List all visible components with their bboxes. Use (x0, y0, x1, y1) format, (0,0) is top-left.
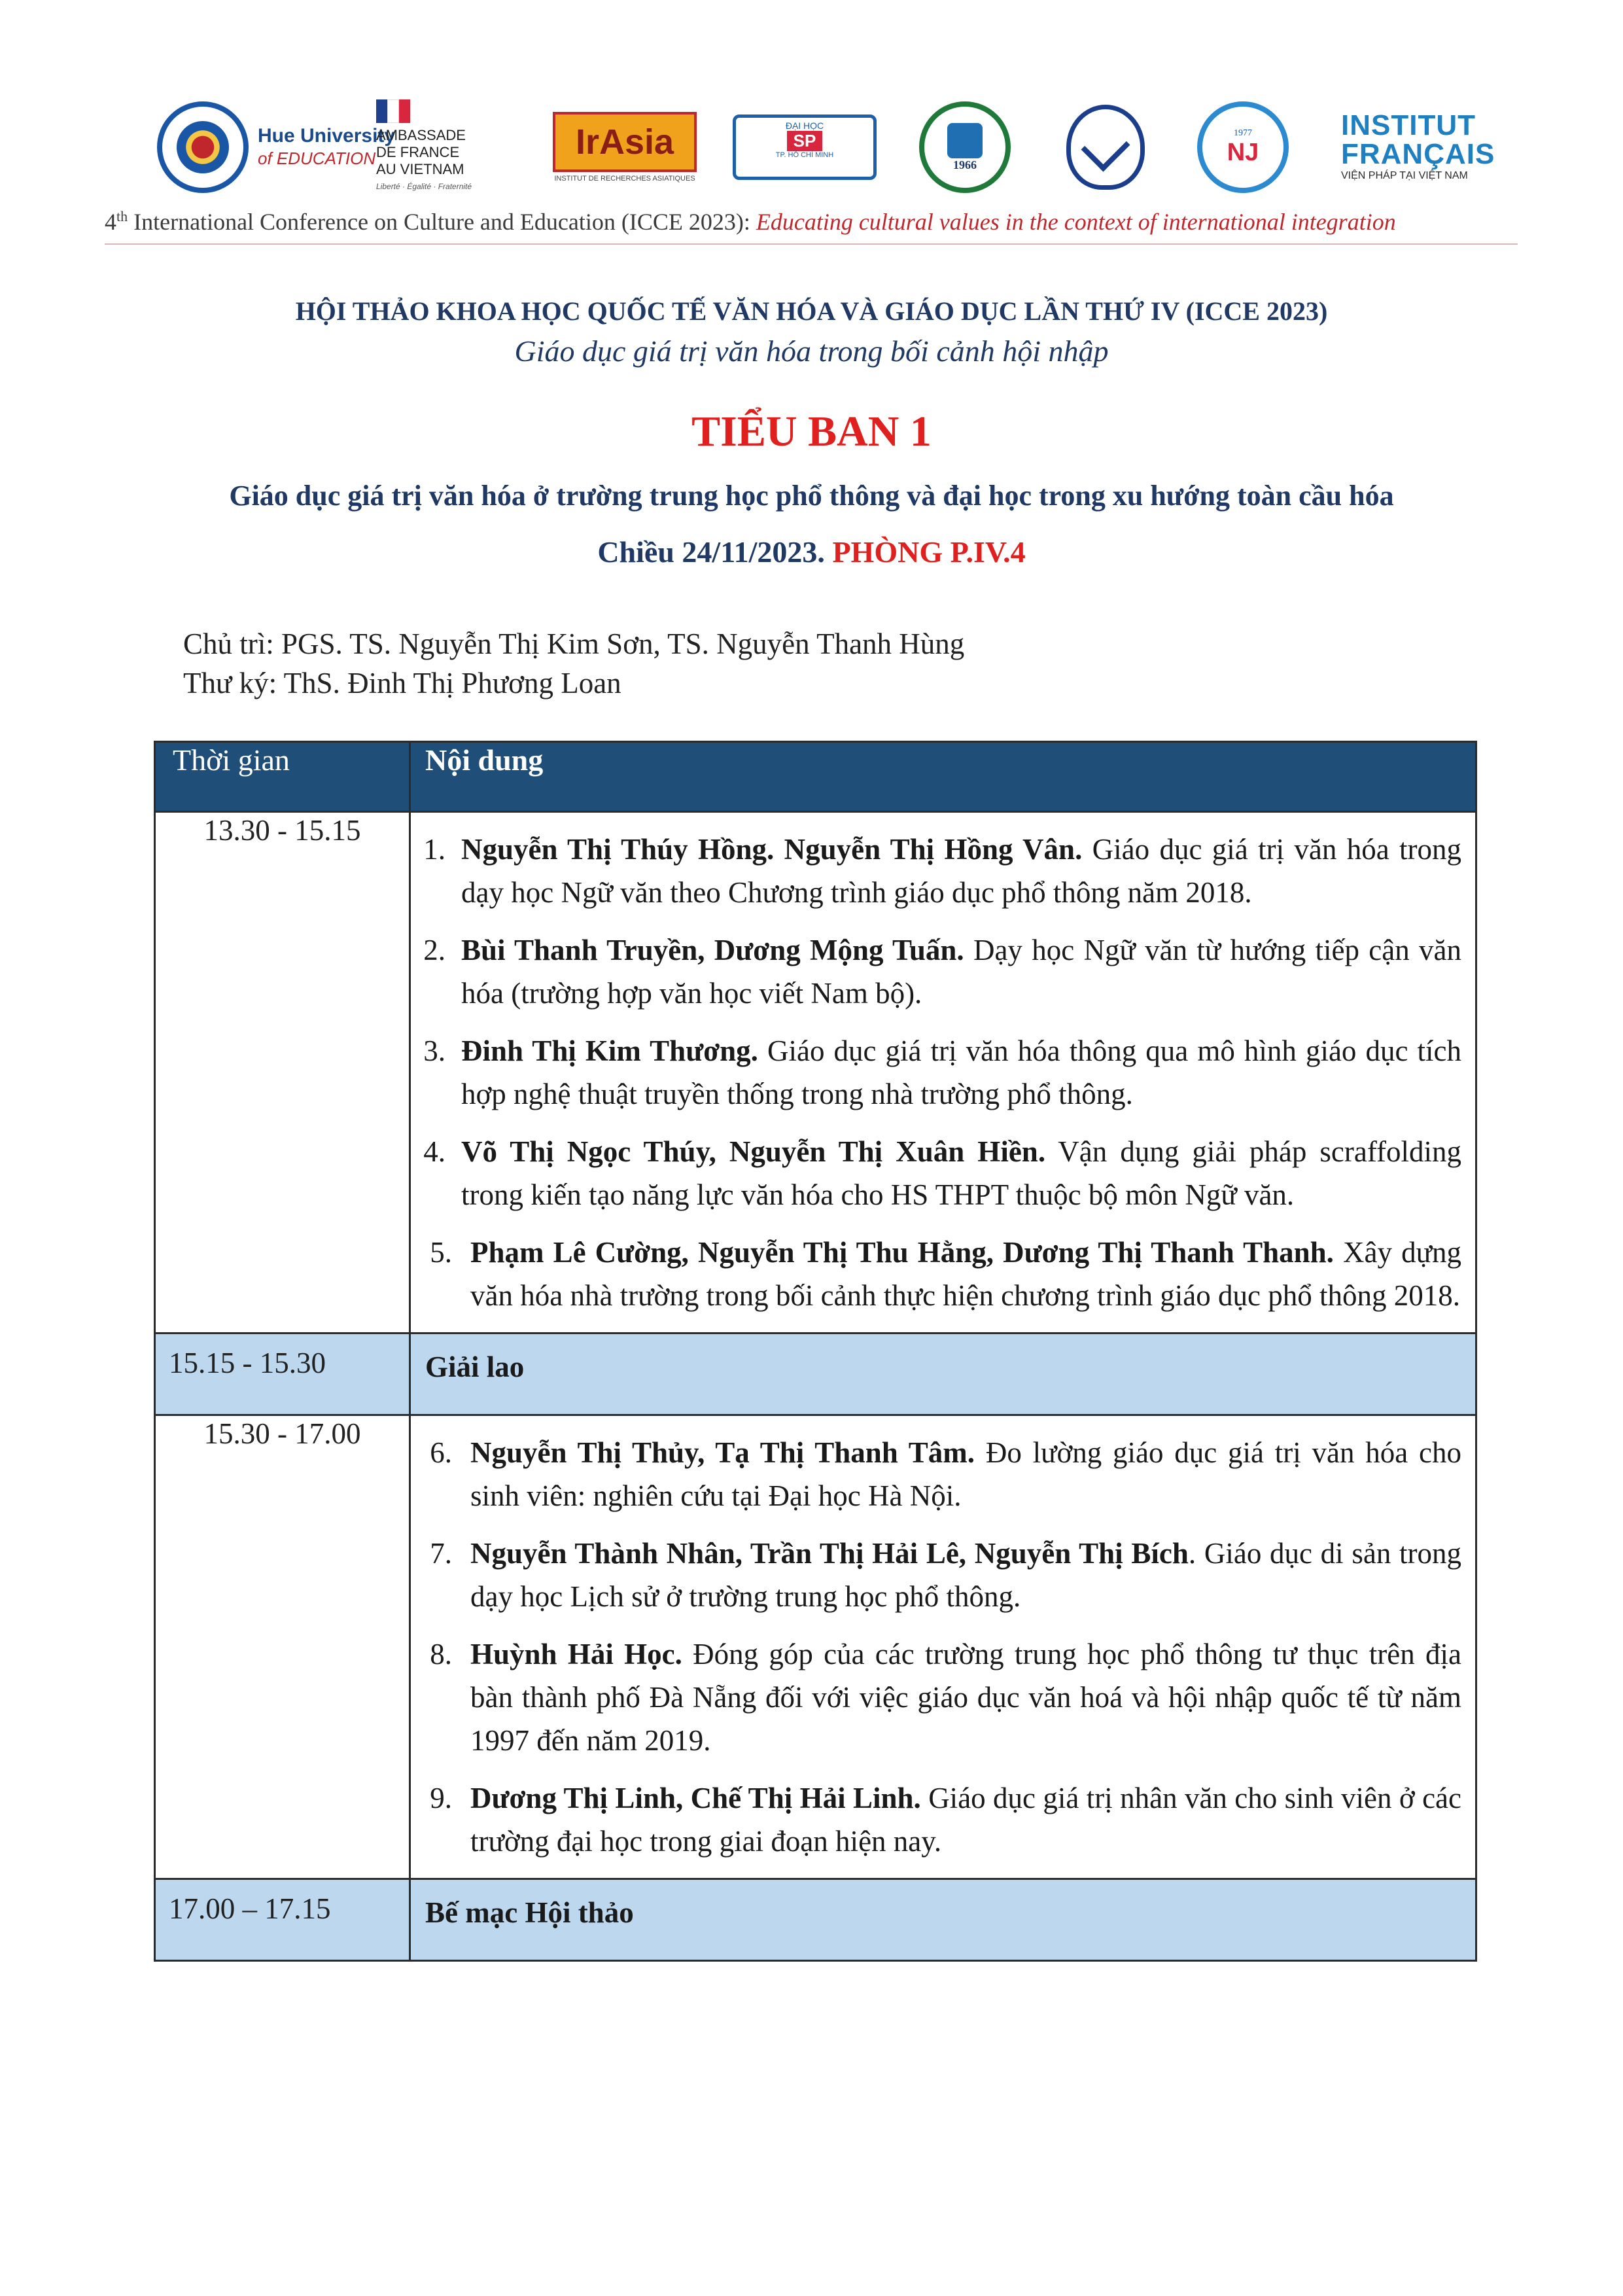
french-flag-icon (376, 99, 410, 123)
table-row (155, 812, 1476, 1333)
talk-title: Giáo dục giá trị văn hóa trong dạy học Ngữ văn theo Chương trình giáo dục phổ thông năm 2018. (461, 833, 1461, 909)
ambassade-france-logo (376, 98, 472, 196)
conference-theme: Educating cultural values in the context of international integration (756, 209, 1396, 235)
institut-francais-caption: VIỆN PHÁP TẠI VIỆT NAM (1341, 170, 1468, 181)
hue-university-logo (157, 98, 395, 196)
ambassade-line-1: AMBASSADE (376, 127, 466, 143)
talk-authors: Nguyễn Thị Thủy, Tạ Thị Thanh Tâm. (470, 1436, 975, 1469)
conference-ordinal-suffix: th (116, 208, 128, 224)
time-cell: 15.30 - 17.00 (155, 1415, 410, 1879)
dhsp-1966-seal-icon (919, 101, 1011, 193)
column-header-content: Nội dung (410, 742, 1476, 812)
talk-number: 2. (423, 934, 445, 966)
talk-authors: Võ Thị Ngọc Thúy, Nguyễn Thị Xuân Hiền. (461, 1135, 1046, 1168)
talk-number: 4. (423, 1135, 445, 1168)
document-title: HỘI THẢO KHOA HỌC QUỐC TẾ VĂN HÓA VÀ GIÁO DỤC LẦN THỨ IV (ICCE 2023) (295, 296, 1328, 326)
talk-authors: Nguyễn Thành Nhân, Trần Thị Hải Lê, Nguyễn Thị Bích (470, 1537, 1189, 1570)
closing-row (155, 1879, 1476, 1961)
talk-number: 8. (430, 1638, 452, 1670)
break-row (155, 1333, 1476, 1415)
table-row (155, 1415, 1476, 1879)
time-cell: 15.15 - 15.30 (155, 1333, 410, 1415)
hanoi-university-shield-icon (1066, 105, 1145, 190)
nha-trang-mark: NJ (1227, 138, 1259, 166)
ambassade-motto: Liberté · Égalité · Fraternité (376, 182, 472, 191)
dhsp-1966-year: 1966 (953, 158, 977, 171)
institut-francais-line2: FRANÇAIS (1341, 138, 1495, 170)
talk-number: 1. (423, 833, 445, 866)
header-divider (105, 243, 1518, 245)
content-cell (410, 1415, 1476, 1879)
ambassade-line-2: DE FRANCE (376, 144, 460, 160)
hue-university-seal-icon (157, 101, 249, 193)
hue-university-name: Hue University (258, 125, 396, 147)
talk-number: 6. (430, 1436, 452, 1469)
talk-title: Giáo dục giá trị văn hóa thông qua mô hình giáo dục tích hợp nghệ thuật truyền thống trong nhà trường phổ thông. (461, 1034, 1462, 1110)
dhsp-hcm-mark: SP (787, 131, 823, 151)
content-cell (410, 812, 1476, 1333)
session-topic: Giáo dục giá trị văn hóa ở trường trung học phổ thông và đại học trong xu hướng toàn cầu hóa (229, 480, 1394, 512)
dhsp-hcm-top: ĐẠI HỌC (785, 120, 824, 131)
time-cell: 13.30 - 15.15 (155, 812, 410, 1333)
talk-title: Dạy học Ngữ văn từ hướng tiếp cận văn hóa (trường hợp văn học viết Nam bộ). (461, 934, 1461, 1010)
talk-title: Đo lường giáo dục giá trị văn hóa cho sinh viên: nghiên cứu tại Đại học Hà Nội. (470, 1436, 1461, 1512)
talk-list (411, 1417, 1475, 1877)
irasia-wordmark: IrAsia (553, 112, 697, 172)
chair-line: Chủ trì: PGS. TS. Nguyễn Thị Kim Sơn, TS. Nguyễn Thanh Hùng (183, 627, 965, 660)
closing-label: Bế mạc Hội thảo (410, 1879, 1476, 1961)
time-cell: 17.00 – 17.15 (155, 1879, 410, 1961)
talk-title: Vận dụng giải pháp scraffolding trong kiến tạo năng lực văn hóa cho HS THPT thuộc bộ môn Ngữ văn. (461, 1135, 1461, 1211)
talk-list (411, 813, 1475, 1332)
talk-title: Đóng góp của các trường trung học phổ thông tư thục trên địa bàn thành phố Đà Nẵng đối với việc giáo dục văn hoá và hội nhập quốc tế từ năm 1997 đến năm 2019. (470, 1638, 1461, 1757)
session-room: PHÒNG P.IV.4 (832, 535, 1026, 569)
list-item (411, 1532, 1461, 1618)
talk-number: 5. (430, 1236, 452, 1269)
talk-number: 9. (430, 1782, 452, 1814)
conference-name: International Conference on Culture and Education (ICCE 2023): (128, 209, 756, 235)
talk-number: 7. (430, 1537, 452, 1570)
institut-francais-line1: INSTITUT (1341, 109, 1476, 141)
talk-title: . Giáo dục di sản trong dạy học Lịch sử ở trường trung học phổ thông. (470, 1537, 1462, 1613)
talk-authors: Đinh Thị Kim Thương. (461, 1034, 758, 1067)
talk-number: 3. (423, 1034, 445, 1067)
session-date-room (0, 535, 1623, 569)
irasia-caption: INSTITUT DE RECHERCHES ASIATIQUES (554, 175, 695, 183)
secretary-line: Thư ký: ThS. Đinh Thị Phương Loan (183, 667, 621, 699)
session-heading: TIỂU BAN 1 (691, 408, 932, 455)
logo-strip (150, 98, 1511, 203)
list-item (411, 1633, 1461, 1762)
session-date: Chiều 24/11/2023. (597, 535, 833, 569)
talk-title: Giáo dục giá trị nhân văn cho sinh viên ở các trường đại học trong giai đoạn hiện nay. (470, 1782, 1461, 1858)
list-item (411, 1431, 1461, 1517)
hanoi-university-logo (1066, 98, 1145, 196)
break-label: Giải lao (410, 1333, 1476, 1415)
list-item (411, 928, 1461, 1015)
list-item (411, 828, 1461, 914)
dhsp-hcm-bottom: TP. HỒ CHÍ MINH (775, 151, 834, 159)
talk-authors: Huỳnh Hải Học. (470, 1638, 682, 1670)
document-subtitle: Giáo dục giá trị văn hóa trong bối cảnh hội nhập (514, 334, 1109, 368)
institut-francais-logo (1341, 98, 1495, 196)
dhsp-1966-logo (919, 98, 1011, 196)
program-table (154, 741, 1477, 1962)
irasia-logo (553, 98, 697, 196)
list-item (411, 1130, 1461, 1216)
ambassade-line-3: AU VIETNAM (376, 161, 464, 177)
nha-trang-seal-icon (1197, 101, 1289, 193)
nha-trang-university-logo (1197, 98, 1289, 196)
nha-trang-year: 1977 (1234, 128, 1252, 138)
table-header-row (155, 742, 1476, 812)
list-item (411, 1029, 1461, 1116)
talk-title: Xây dựng văn hóa nhà trường trong bối cảnh thực hiện chương trình giáo dục phổ thông 2018. (470, 1236, 1461, 1312)
list-item (411, 1231, 1461, 1317)
talk-authors: Bùi Thanh Truyền, Dương Mộng Tuấn. (461, 934, 964, 966)
talk-authors: Dương Thị Linh, Chế Thị Hải Linh. (470, 1782, 921, 1814)
column-header-time: Thời gian (155, 742, 410, 812)
talk-authors: Nguyễn Thị Thúy Hồng. Nguyễn Thị Hồng Vân. (461, 833, 1083, 866)
conference-ordinal: 4 (105, 209, 116, 235)
conference-banner (105, 208, 1518, 236)
talk-authors: Phạm Lê Cường, Nguyễn Thị Thu Hằng, Dương Thị Thanh Thanh. (470, 1236, 1334, 1269)
hue-university-subname: of EDUCATION (258, 149, 376, 168)
list-item (411, 1776, 1461, 1863)
dhsp-hcm-logo (733, 98, 877, 196)
